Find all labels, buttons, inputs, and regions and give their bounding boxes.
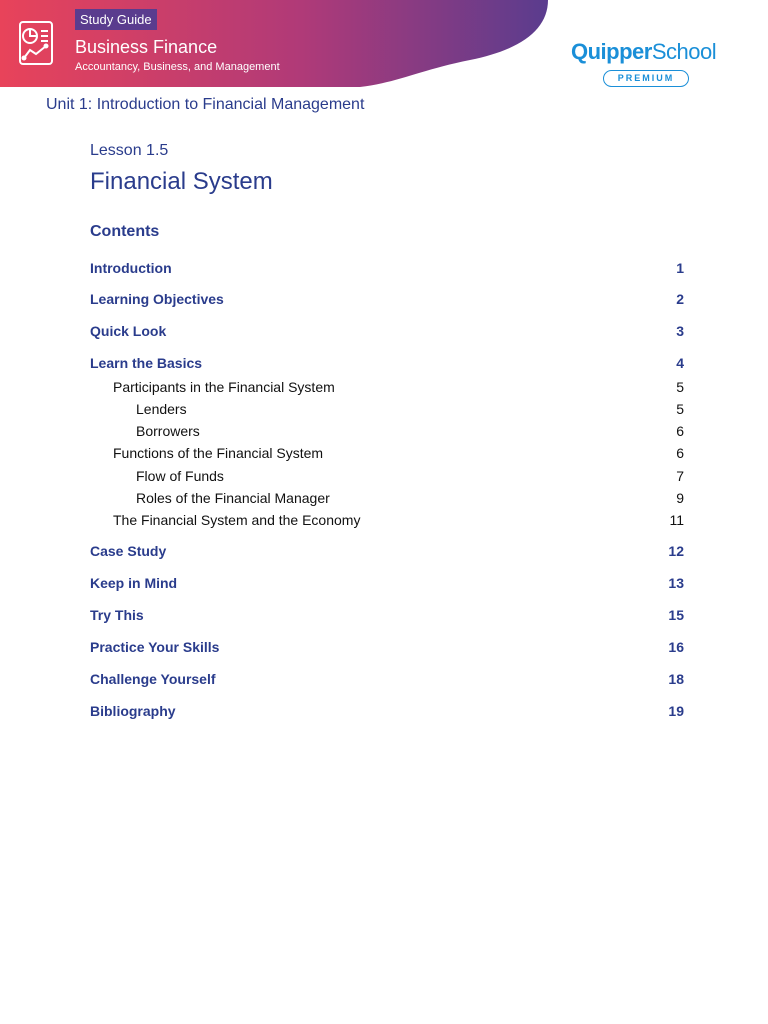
toc-entry-label: Roles of the Financial Manager	[136, 490, 330, 506]
toc-entry-page: 3	[676, 323, 684, 339]
toc-entry-page: 15	[668, 607, 684, 623]
course-subtitle: Accountancy, Business, and Management	[75, 61, 280, 73]
toc-entry[interactable]	[90, 466, 684, 486]
toc-entry[interactable]	[90, 258, 684, 278]
lesson-title: Financial System	[90, 168, 273, 195]
toc-entry-label: Learning Objectives	[90, 291, 224, 307]
toc-entry[interactable]	[90, 321, 684, 341]
toc-entry-page: 12	[668, 543, 684, 559]
toc-entry[interactable]	[90, 289, 684, 309]
toc-entry[interactable]	[90, 399, 684, 419]
toc-entry[interactable]	[90, 541, 684, 561]
toc-entry-page: 1	[676, 260, 684, 276]
toc-entry-page: 11	[669, 512, 684, 528]
toc-entry[interactable]	[90, 573, 684, 593]
toc-entry-page: 4	[676, 355, 684, 371]
toc-entry[interactable]	[90, 421, 684, 441]
toc-entry[interactable]	[90, 701, 684, 721]
logo-quipper-text: Quipper	[571, 39, 652, 64]
toc-entry-label: Learn the Basics	[90, 355, 203, 371]
toc-entry[interactable]	[90, 605, 684, 625]
toc-entry-page: 13	[668, 575, 684, 591]
toc-entry-page: 6	[676, 445, 684, 461]
toc-entry-label: Bibliography	[90, 703, 176, 719]
toc-entry[interactable]	[90, 669, 684, 689]
toc-entry-label: Challenge Yourself	[90, 671, 216, 687]
lesson-number: Lesson 1.5	[90, 142, 169, 159]
toc-entry-label: Participants in the Financial System	[113, 379, 335, 395]
toc-entry[interactable]	[90, 353, 684, 373]
logo-school-text: School	[651, 39, 717, 64]
toc-entry-page: 16	[668, 639, 684, 655]
toc-entry-label: Lenders	[136, 401, 187, 417]
toc-entry-label: Try This	[90, 607, 144, 623]
toc-entry[interactable]	[90, 637, 684, 657]
toc-entry-page: 5	[676, 379, 684, 395]
quipper-school-logo	[571, 38, 721, 88]
toc-entry-label: Introduction	[90, 260, 172, 276]
toc-entry-label: The Financial System and the Economy	[113, 512, 361, 528]
toc-entry-page: 19	[668, 703, 684, 719]
document-chart-icon	[12, 20, 62, 70]
toc-entry-label: Flow of Funds	[136, 468, 224, 484]
toc-entry-page: 9	[676, 490, 684, 506]
toc-entry-label: Case Study	[90, 543, 167, 559]
toc-entry[interactable]	[90, 488, 684, 508]
unit-title: Unit 1: Introduction to Financial Management	[46, 96, 365, 113]
toc-entry-page: 18	[668, 671, 684, 687]
contents-heading: Contents	[90, 223, 160, 240]
toc-entry-page: 6	[676, 423, 684, 439]
study-guide-badge: Study Guide	[75, 9, 157, 30]
toc-entry-label: Keep in Mind	[90, 575, 178, 591]
toc-entry-label: Quick Look	[90, 323, 167, 339]
toc-entry-label: Functions of the Financial System	[113, 445, 324, 461]
toc-entry-page: 7	[676, 468, 684, 484]
course-title: Business Finance	[75, 37, 218, 57]
toc-entry-page: 5	[676, 401, 684, 417]
toc-entry[interactable]	[90, 443, 684, 463]
toc-entry[interactable]	[90, 510, 684, 530]
toc-entry-label: Borrowers	[136, 423, 200, 439]
toc-entry-label: Practice Your Skills	[90, 639, 220, 655]
toc-entry[interactable]	[90, 377, 684, 397]
premium-badge: PREMIUM	[603, 70, 689, 87]
toc-entry-page: 2	[676, 291, 684, 307]
